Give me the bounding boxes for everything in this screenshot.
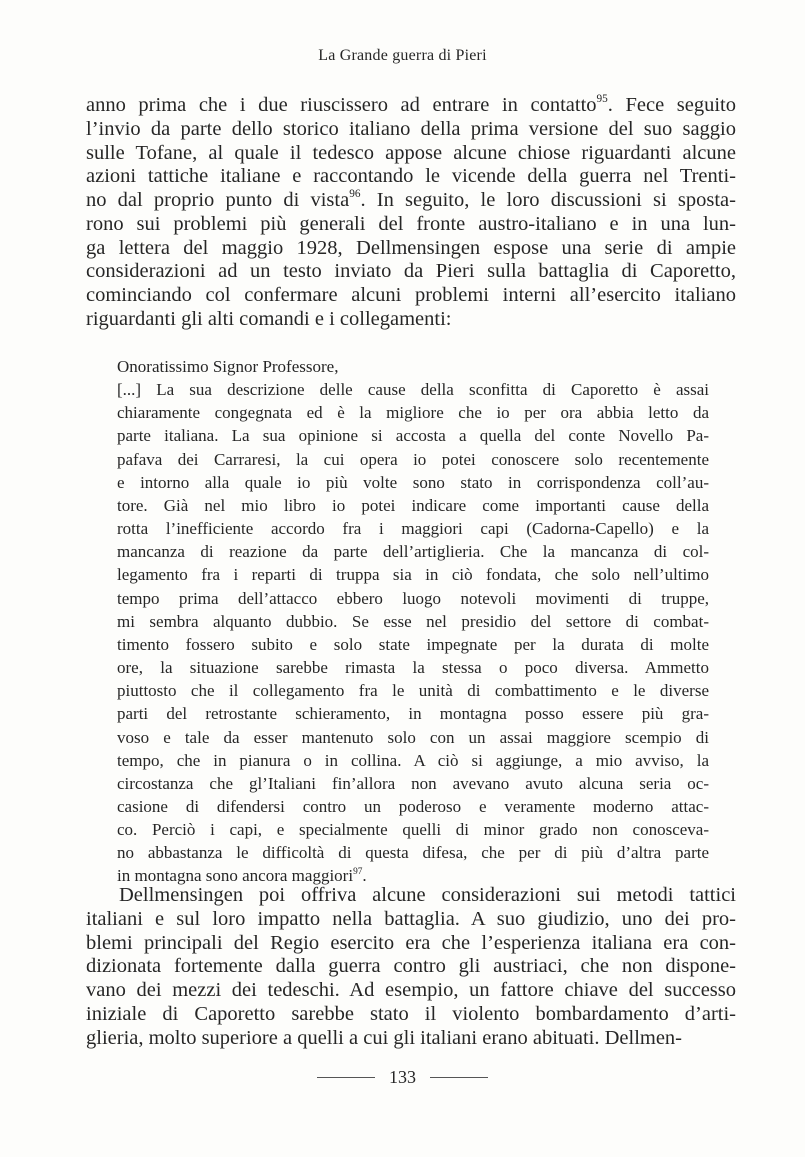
para1-line: ga lettera del maggio 1928, Dellmensingen espose una serie di ampie xyxy=(86,236,736,259)
quote-line: parti del retrostante schieramento, in montagna posso essere più gra- xyxy=(117,704,709,724)
para1-line: considerazioni ad un testo inviato da Pieri sulla battaglia di Caporetto, xyxy=(86,260,736,283)
para2-line: blemi principali del Regio esercito era che l’esperienza italiana era con- xyxy=(86,931,736,954)
body-paragraph-1 xyxy=(86,94,736,332)
quote-line: mi sembra alquanto dubbio. Se esse nel presidio del settore di combat- xyxy=(117,611,709,631)
quote-line: ore, la situazione sarebbe rimasta la stessa o poco diversa. Ammetto xyxy=(117,658,709,678)
quote-line: tempo prima dell’attacco ebbero luogo notevoli movimenti di truppe, xyxy=(117,588,709,608)
quote-line: chiaramente congegnata ed è la migliore che io per ora abbia letto da xyxy=(117,403,709,423)
quote-line: tempo, che in pianura o in collina. A ciò si aggiunge, a mio avviso, la xyxy=(117,750,709,770)
footnote-marker: 97 xyxy=(353,866,363,877)
footnote-marker: 95 xyxy=(596,93,608,106)
quote-line: voso e tale da esser mantenuto solo con un assai maggiore scempio di xyxy=(117,727,709,747)
para2-line: dizionata fortemente dalla guerra contro gli austriaci, che non dispone- xyxy=(86,955,736,978)
para2-line: iniziale di Caporetto sarebbe stato il violento bombardamento d’arti- xyxy=(86,1002,736,1025)
quote-line: timento fossero subito e solo state impegnate per la durata di molte xyxy=(117,634,709,654)
body-paragraph-2 xyxy=(86,884,736,1050)
quote-line: mancanza di reazione da parte dell’artiglieria. Che la mancanza di col- xyxy=(117,542,709,562)
quote-line: circostanza che gl’Italiani fin’allora non avevano avuto alcuna seria oc- xyxy=(117,773,709,793)
page-number: 133 xyxy=(389,1067,416,1087)
para1-line: sulle Tofane, al quale il tedesco appose alcune chiose riguardanti alcune xyxy=(86,141,736,164)
para2-line: glieria, molto superiore a quelli a cui gli italiani erano abituati. Dellmen- xyxy=(86,1026,683,1049)
para1-line: riguardanti gli alti comandi e i collegamenti: xyxy=(86,307,452,330)
quote-line: piuttosto che il collegamento fra le unità di combattimento e le diverse xyxy=(117,681,709,701)
page-footer xyxy=(0,1067,805,1088)
quote-line: legamento fra i reparti di truppa sia in ciò fondata, che solo nell’ultimo xyxy=(117,565,709,585)
quote-line: co. Perciò i capi, e specialmente quelli di minor grado non conosceva- xyxy=(117,820,709,840)
quote-line: tore. Già nel mio libro io potei indicare come importanti cause della xyxy=(117,495,709,515)
para2-line: vano dei mezzi dei tedeschi. Ad esempio, un fattore chiave del successo xyxy=(86,979,736,1001)
footnote-marker: 96 xyxy=(349,188,361,201)
footer-rule-right xyxy=(430,1077,488,1078)
quote-line: [...] La sua descrizione delle cause della sconfitta di Caporetto è assai xyxy=(117,380,709,400)
quote-line: parte italiana. La sua opinione si accosta a quella del conte Novello Pa- xyxy=(117,426,709,446)
quote-line: in montagna sono ancora maggiori$^{97}$. xyxy=(117,866,367,886)
running-header: La Grande guerra di Pieri xyxy=(318,47,487,64)
para1-line: cominciando col confermare alcuni problemi interni all’esercito italiano xyxy=(86,284,736,306)
para1-line: rono sui problemi più generali del fronte austro-italiano e in una lun- xyxy=(86,212,736,235)
para1-line: no dal proprio punto di vista$^{96}$. In seguito, le loro discussioni si sposta- xyxy=(86,188,736,211)
quote-line: no abbastanza le difficoltà di questa difesa, che per di più d’altra parte xyxy=(117,843,709,863)
footer-rule-left xyxy=(317,1077,375,1078)
para2-line: italiani e sul loro impatto nella battaglia. A suo giudizio, uno dei pro- xyxy=(86,907,736,930)
quote-line: rotta l’inefficiente accordo fra i maggiori capi (Cadorna-Capello) e la xyxy=(117,519,709,539)
para1-line: azioni tattiche italiane e raccontando le vicende della guerra nel Trenti- xyxy=(86,165,736,188)
para1-line: l’invio da parte dello storico italiano della prima versione del suo saggio xyxy=(86,117,736,140)
quote-line: casione di difendersi contro un poderoso e veramente moderno attac- xyxy=(117,796,709,816)
para1-line: anno prima che i due riuscissero ad entrare in contatto$^{95}$. Fece seguito xyxy=(86,93,736,116)
quote-line: e intorno alla quale io più volte sono stato in corrispondenza coll’au- xyxy=(117,472,709,492)
quote-line: pafava dei Carraresi, la cui opera io potei conoscere solo recentemente xyxy=(117,449,709,469)
block-quotation xyxy=(117,355,709,888)
quote-line: Onoratissimo Signor Professore, xyxy=(117,357,339,376)
para2-line: Dellmensingen poi offriva alcune considerazioni sui metodi tattici xyxy=(119,884,736,906)
